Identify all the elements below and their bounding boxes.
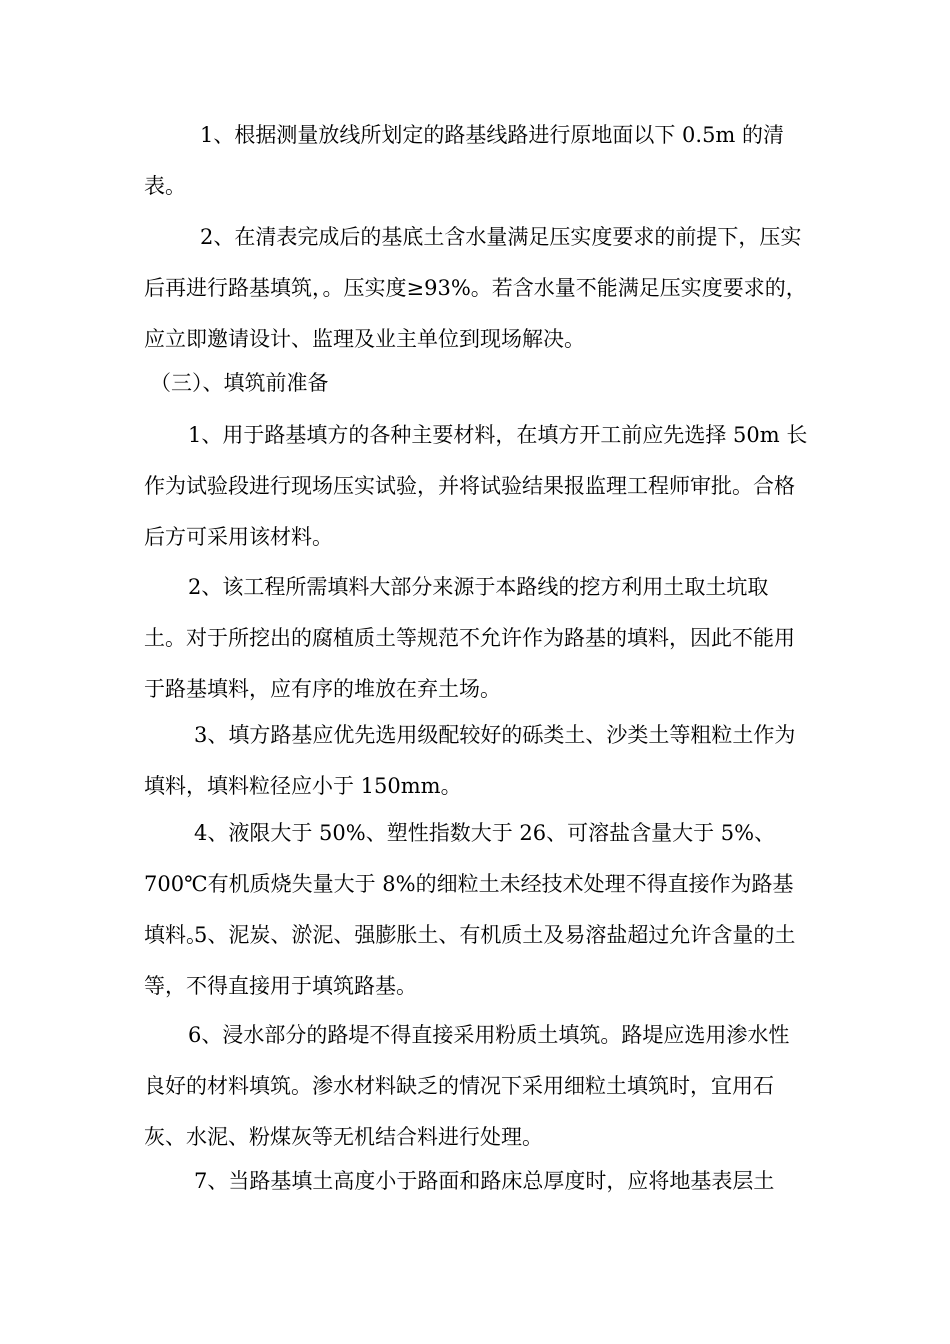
paragraph-8: 6、浸水部分的路堤不得直接采用粉质土填筑。路堤应选用渗水性良好的材料填筑。渗水材料缺乏的情况下采用细粒土填筑时，宜用石灰、水泥、粉煤灰等无机结合料进行处理。 [144, 1023, 790, 1149]
paragraph-7: 5、泥炭、淤泥、强膨胀土、有机质土及易溶盐超过允许含量的土等，不得直接用于填筑路基。 [144, 923, 796, 998]
section-heading: （三）、填筑前准备 [150, 371, 329, 395]
paragraph-6: 4、液限大于 50%、塑性指数大于 26、可溶盐含量大于 5%、700℃有机质烧失量大于 8%的细粒土未经技术处理不得直接作为路基填料。 [144, 821, 794, 947]
paragraph-5: 3、填方路基应优先选用级配较好的砾类土、沙类土等粗粒土作为填料，填料粒径应小于 150mm。 [144, 723, 796, 798]
paragraph-4: 2、该工程所需填料大部分来源于本路线的挖方利用土取土坑取土。对于所挖出的腐植质土等规范不允许作为路基的填料，因此不能用于路基填料，应有序的堆放在弃土场。 [144, 575, 795, 701]
paragraph-2: 2、在清表完成后的基底土含水量满足压实度要求的前提下，压实后再进行路基填筑，。压实度≥93%。若含水量不能满足压实度要求的，应立即邀请设计、监理及业主单位到现场解决。 [144, 225, 807, 351]
paragraph-9: 7、当路基填土高度小于路面和路床总厚度时，应将地基表层土 [194, 1169, 775, 1193]
paragraph-3: 1、用于路基填方的各种主要材料，在填方开工前应先选择 50m 长作为试验段进行现场压实试验，并将试验结果报监理工程师审批。合格后方可采用该材料。 [144, 423, 808, 549]
paragraph-1: 1、根据测量放线所划定的路基线路进行原地面以下 0.5m 的清表。 [144, 123, 785, 198]
